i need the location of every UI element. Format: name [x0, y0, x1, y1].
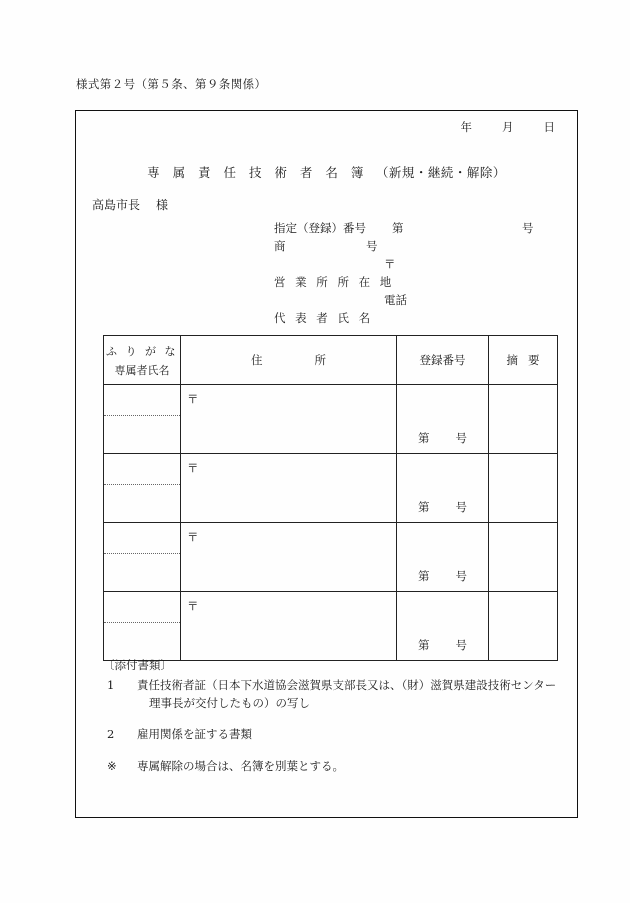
postal-code-icon: 〒: [187, 530, 199, 544]
furigana-divider: [104, 553, 180, 554]
furigana-divider: [104, 622, 180, 623]
form-frame: [75, 110, 578, 818]
date-month-label: 月: [502, 120, 514, 134]
header-note-label-2: 要: [528, 353, 540, 367]
addressee-name: 高島市長: [92, 198, 141, 212]
cell-address[interactable]: [181, 454, 397, 523]
registration-number-placeholder: 第 号: [418, 431, 467, 445]
header-cell-address: [181, 336, 397, 385]
office-address-label: 営 業 所 所 在 地: [274, 275, 395, 289]
attachments-spacer: [103, 714, 563, 726]
cell-registration[interactable]: [397, 385, 489, 454]
document-title-main: 専 属 責 任 技 術 者 名 簿: [147, 165, 368, 180]
attachment-item-2-number: 2: [107, 727, 115, 742]
attachment-note-text: 専属解除の場合は、名簿を別葉とする。: [137, 759, 344, 774]
attachment-item-1-line1: 責任技術者証（日本下水道協会滋賀県支部長又は、（財）滋賀県建設技術センター: [137, 677, 557, 692]
note-mark-icon: ※: [107, 759, 117, 774]
attachment-item-1-number: 1: [107, 677, 115, 692]
document-title: [76, 163, 577, 181]
attachment-item-2: [103, 726, 563, 744]
designation-number-gou: 号: [522, 221, 534, 235]
header-address-label: 住: [251, 353, 263, 367]
postal-code-icon: 〒: [187, 392, 199, 406]
company-name-label: 商: [274, 239, 286, 253]
engineer-roster-table: [103, 335, 558, 661]
designation-number-label: 指定（登録）番号: [274, 221, 366, 235]
header-address-label-2: 所: [314, 353, 326, 367]
attachment-item-1-line2: 理事長が交付したもの）の写し: [149, 695, 310, 710]
date-year-label: 年: [460, 120, 472, 134]
attachments-heading: 〔添付書類〕: [103, 658, 172, 672]
addressee-line: [92, 196, 168, 213]
table-row: [104, 454, 558, 523]
cell-address[interactable]: [181, 523, 397, 592]
cell-registration[interactable]: [397, 454, 489, 523]
cell-note[interactable]: [489, 523, 558, 592]
cell-name[interactable]: [104, 523, 181, 592]
representative-name-label: 代 表 者 氏 名: [274, 311, 374, 325]
cell-name[interactable]: [104, 385, 181, 454]
postal-code-icon: 〒: [187, 599, 199, 613]
cell-name[interactable]: [104, 454, 181, 523]
attachment-item-2-text: 雇用関係を証する書類: [137, 727, 252, 742]
designation-number-dai: 第: [392, 221, 404, 235]
addressee-honorific: 様: [156, 198, 169, 212]
cell-registration[interactable]: [397, 592, 489, 661]
phone-label: 電話: [384, 293, 407, 307]
furigana-divider: [104, 415, 180, 416]
cell-note[interactable]: [489, 592, 558, 661]
cell-note[interactable]: [489, 454, 558, 523]
registration-number-placeholder: 第 号: [418, 569, 467, 583]
cell-registration[interactable]: [397, 523, 489, 592]
cell-address[interactable]: [181, 385, 397, 454]
date-day-label: 日: [543, 120, 555, 134]
registration-number-placeholder: 第 号: [418, 638, 467, 652]
date-line: [461, 119, 556, 135]
attachment-note: [103, 758, 563, 776]
postal-code-icon: 〒: [187, 461, 199, 475]
attachment-item-1: [103, 677, 563, 713]
cell-name[interactable]: [104, 592, 181, 661]
table-row: [104, 385, 558, 454]
header-registration-label: 登録番号: [419, 353, 466, 367]
registration-number-placeholder: 第 号: [418, 500, 467, 514]
form-number: 様式第２号（第５条、第９条関係）: [76, 77, 267, 91]
attachments-section: [103, 657, 563, 776]
header-name-label: 専属者氏名: [114, 363, 170, 377]
header-cell-note: [489, 336, 558, 385]
header-note-label: 摘: [506, 353, 518, 367]
table-row: [104, 523, 558, 592]
cell-note[interactable]: [489, 385, 558, 454]
header-furigana-label: ふ り が な: [106, 344, 178, 358]
header-cell-name: [104, 336, 181, 385]
postal-code-icon: 〒: [384, 257, 396, 271]
table-header-row: [104, 336, 558, 385]
header-cell-registration: [397, 336, 489, 385]
cell-address[interactable]: [181, 592, 397, 661]
table-row: [104, 592, 558, 661]
company-name-gou: 号: [366, 239, 378, 253]
document-title-sub: （新規・継続・解除）: [375, 165, 506, 180]
furigana-divider: [104, 484, 180, 485]
